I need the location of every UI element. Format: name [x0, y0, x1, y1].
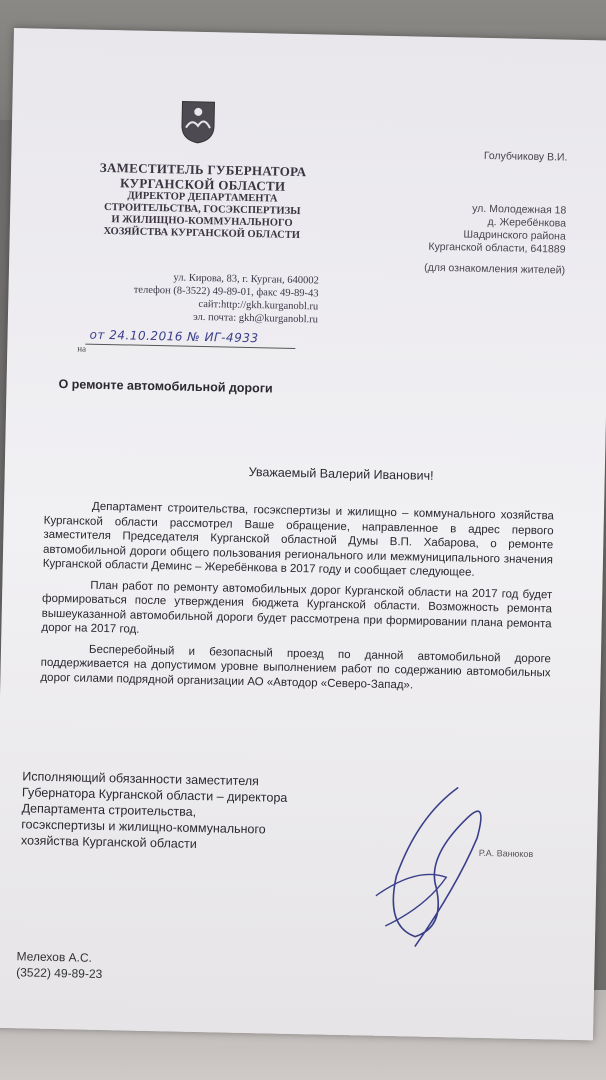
reference-handwritten: от 24.10.2016 № ИГ-4933	[89, 327, 259, 346]
letter-body	[40, 499, 554, 702]
body-paragraph: План работ по ремонту автомобильных дорог Курганской области на 2017 год будет формироваться после утверждения бюджета Курганской области. Возможность ремонта вышеуказанной автомобильной дороги будет рассмотрена при формировании плана ремонта дорог на 2017 год.	[41, 579, 553, 636]
executor-name: Мелехов А.С.	[16, 949, 93, 965]
signer-line: Исполняющий обязанности заместителя	[22, 769, 260, 789]
signer-line: хозяйства Курганской области	[20, 833, 197, 852]
address-phone: телефон (8-3522) 49-89-01, факс 49-89-43	[133, 284, 319, 300]
recipient-note: (для ознакомления жителей)	[424, 261, 566, 277]
signer-line: госэкспертизы и жилищно-коммунального	[21, 817, 266, 837]
org-dept-line: СТРОИТЕЛЬСТВА, ГОСЭКСПЕРТИЗЫ	[103, 201, 301, 218]
org-title-line: ЗАМЕСТИТЕЛЬ ГУБЕРНАТОРА	[99, 159, 307, 180]
org-dept-line: ХОЗЯЙСТВА КУРГАНСКОЙ ОБЛАСТИ	[103, 225, 301, 242]
letter-salutation: Уважаемый Валерий Иванович!	[248, 465, 434, 483]
org-dept-line: И ЖИЛИЩНО-КОММУНАЛЬНОГО	[111, 214, 293, 229]
recipient-name: Голубчикову В.И.	[483, 149, 568, 164]
executor-block	[16, 948, 103, 982]
signer-name: Р.А. Ванюков	[478, 847, 534, 860]
regional-coat-of-arms-icon	[180, 100, 217, 145]
letter-subject: О ремонте автомобильной дороги	[58, 377, 273, 396]
signer-line: Департамента строительства,	[21, 801, 197, 819]
org-dept-line: ДИРЕКТОР ДЕПАРТАМЕНТА	[127, 190, 278, 205]
body-paragraph: Бесперебойный и безопасный проезд по данной автомобильной дороге поддерживается на допустимом уровне выполнением работ по содержанию автомобильных дорог силами подрядной организации АО «Автодор «Северо-Запад».	[40, 643, 552, 692]
recipient-block	[385, 148, 568, 278]
signer-line: Губернатора Курганской области – директора	[21, 785, 288, 805]
reference-rule	[85, 344, 295, 349]
address-site: сайт:http://gkh.kurganobl.ru	[198, 298, 319, 313]
reference-na: на	[77, 343, 87, 354]
recipient-street: ул. Молодежная 18	[472, 202, 567, 217]
address-email: эл. почта: gkh@kurganobl.ru	[193, 311, 319, 326]
org-title-line: КУРГАНСКОЙ ОБЛАСТИ	[119, 175, 286, 194]
recipient-region: Курганской области, 641889	[428, 240, 566, 256]
address-street: ул. Кирова, 83, г. Курган, 640002	[173, 272, 319, 287]
signer-position	[21, 768, 323, 854]
executor-phone: (3522) 49-89-23	[16, 965, 103, 982]
letter-page	[0, 28, 606, 1040]
body-paragraph: Департамент строительства, госэкспертизы и жилищно – коммунального хозяйства Курганской области рассмотрел Ваше обращение, направленное в адрес первого заместителя Председателя Курганской областной Думы В.П. Хабарова, о ремонте автомобильной дороги общего пользования регионального или межмуниципального значения Курганской области Деминс – Жеребёнкова в 2017 году и сообщает следующее.	[42, 500, 555, 579]
handwritten-signature	[355, 775, 499, 958]
outgoing-reference	[77, 329, 307, 354]
sender-address	[98, 270, 319, 327]
recipient-village: д. Жеребёнкова	[487, 215, 567, 230]
sender-organization	[92, 160, 314, 243]
recipient-district: Шадринского района	[463, 228, 566, 243]
